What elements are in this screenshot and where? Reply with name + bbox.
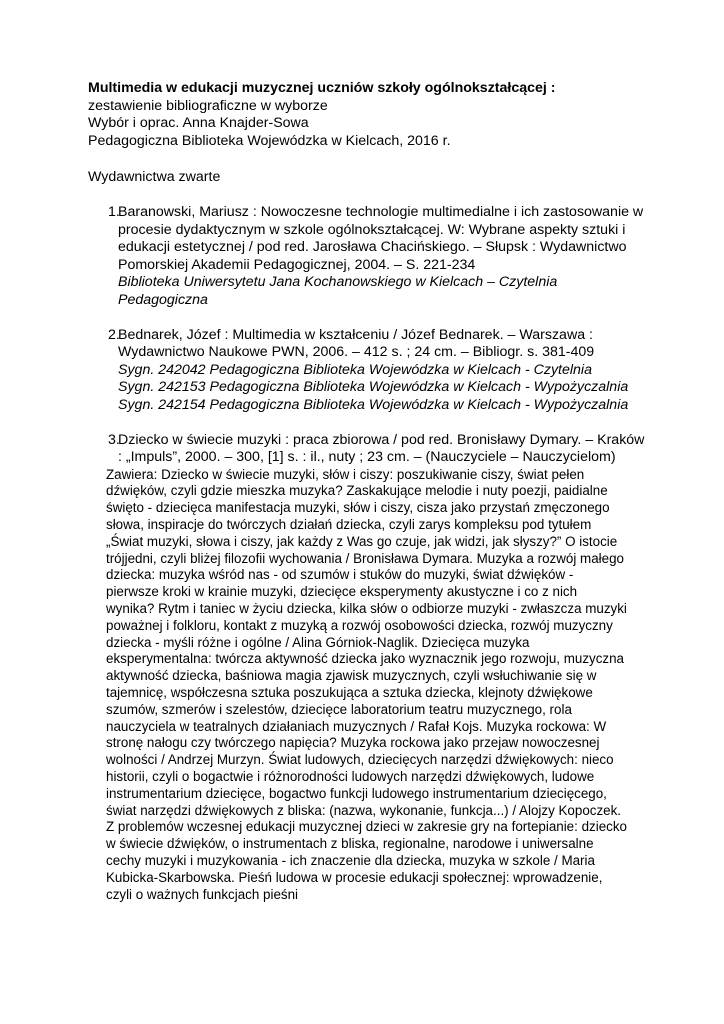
entry-contents-note: Zawiera: Dziecko w świecie muzyki, słów i ciszy: poszukiwanie ciszy, świat pełen dźwięków, czyli gdzie mieszka muzyka? Zaskakujące melodie i nuty poezji, paidialne święto - dziecięca manifestacja muzyki, słów i ciszy, cisza jako przystań zmęczonego słowa, inspiracje do twórczych działań dziecka, czyli zarys kompleksu pod tytułem „Świat muzyki, słowa i ciszy, jak każdy z Was go czuje, jak widzi, jak słyszy?” O istocie trójjedni, czyli bliżej filozofii wychowania / Bronisława Dymara. Muzyka a rozwój małego dziecka: muzyka wśród nas - od szumów i stuków do muzyki, świat dźwięków - pierwsze kroki w krainie muzyki, dziecięce eksperymenty akustyczne i co z nich wynika? Rytm i taniec w życiu dziecka, kilka słów o odbiorze muzyki - zwłaszcza muzyki poważnej i folkloru, kontakt z muzyką a rozwój osobowości dziecka, rozwój muzyczny dziecka - myśli różne i ogólne / Alina Górniok-Naglik. Dziecięca muzyka eksperymentalna: twórcza aktywność dziecka jako wyznacznik jego rozwoju, muzyczna aktywność dziecka, baśniowa magia zjawisk muzycznych, czyli wsłuchiwanie się w tajemnicę, współczesna sztuka poszukująca a sztuka dziecka, klejnoty dźwiękowe szumów, szmerów i szelestów, dziecięce laboratorium teatru muzycznego, rola nauczyciela w teatralnych działaniach muzycznych / Rafał Kojs. Muzyka rockowa: W stronę nałogu czy twórczego napięcia? Muzyka rockowa jako przejaw nowoczesnej wolności / Andrzej Murzyn. Świat ludowych, dziecięcych narzędzi dźwiękowych: nieco historii, czyli o bogactwie i różnorodności ludowych narzędzi dźwiękowych, ludowe instrumentarium dziecięce, bogactwo funkcji ludowego instrumentarium dziecięcego, świat narzędzi dźwiękowych z bliska: (nazwa, wykonanie, funkcja...) / Alojzy Kopoczek. Z problemów wczesnej edukacji muzycznej dzieci w zakresie gry na fortepianie: dziecko w świecie dźwięków, o instrumentach z bliska, regionalne, narodowe i uniwersalne cechy muzyki i muzykowania - ich znaczenie dla dziecka, muzyka w szkole / Maria Kubicka-Skarbowska. Pieśń ludowa w procesie edukacji społecznej: wprowadzenie, czyli o ważnych funkcjach pieśni [106,466,627,902]
entry-citation: Baranowski, Mariusz : Nowoczesne technologie multimedialne i ich zastosowanie w procesie dydaktycznym w szkole ogólnokształcącej. W: Wybrane aspekty sztuki i edukacji estetycznej / pod red. Jarosława Chacińskiego. – Słupsk : Wydawnictwo Pomorskiej Akademii Pedagogicznej, 2004. – S. 221-234 [118,203,644,273]
entry-location: Sygn. 242153 Pedagogiczna Biblioteka Wojewódzka w Kielcach - Wypożyczalnia [118,379,629,396]
entry-number: 3 . [108,432,118,450]
bibliography-entry [88,432,648,904]
publisher-line: Pedagogiczna Biblioteka Wojewódzka w Kielcach, 2016 r. [88,132,451,149]
document-page [88,80,648,920]
document-subtitle: zestawienie bibliograficzne w wyborze [88,97,328,114]
section-title: Wydawnictwa zwarte [88,169,221,186]
entry-location: Biblioteka Uniwersytetu Jana Kochanowskiego w Kielcach – Czytelnia Pedagogiczna [118,274,558,308]
document-title: Multimedia w edukacji muzycznej uczniów szkoły ogólnokształcącej : [88,80,556,96]
bibliography-list [88,204,648,903]
compiler-line: Wybór i oprac. Anna Knajder-Sowa [88,115,309,132]
entry-citation: Dziecko w świecie muzyki : praca zbiorowa / pod red. Bronisławy Dymary. – Kraków : „Impuls”, 2000. – 300, [1] s. : il., nuty ; 23 cm. – (Nauczyciele – Nauczycielom) [118,431,645,466]
entry-location: Sygn. 242042 Pedagogiczna Biblioteka Wojewódzka w Kielcach - Czytelnia [118,361,592,378]
bibliography-entry [88,327,648,415]
document-header [88,80,648,150]
entry-location: Sygn. 242154 Pedagogiczna Biblioteka Wojewódzka w Kielcach - Wypożyczalnia [118,396,629,413]
entry-citation: Bednarek, Józef : Multimedia w kształceniu / Józef Bednarek. – Warszawa : Wydawnictwo Naukowe PWN, 2006. – 412 s. ; 24 cm. – Bibliogr. s. 381-409 [118,326,595,361]
entry-number: 2 . [108,327,118,345]
bibliography-entry [88,204,648,310]
entry-number: 1 . [108,204,118,222]
